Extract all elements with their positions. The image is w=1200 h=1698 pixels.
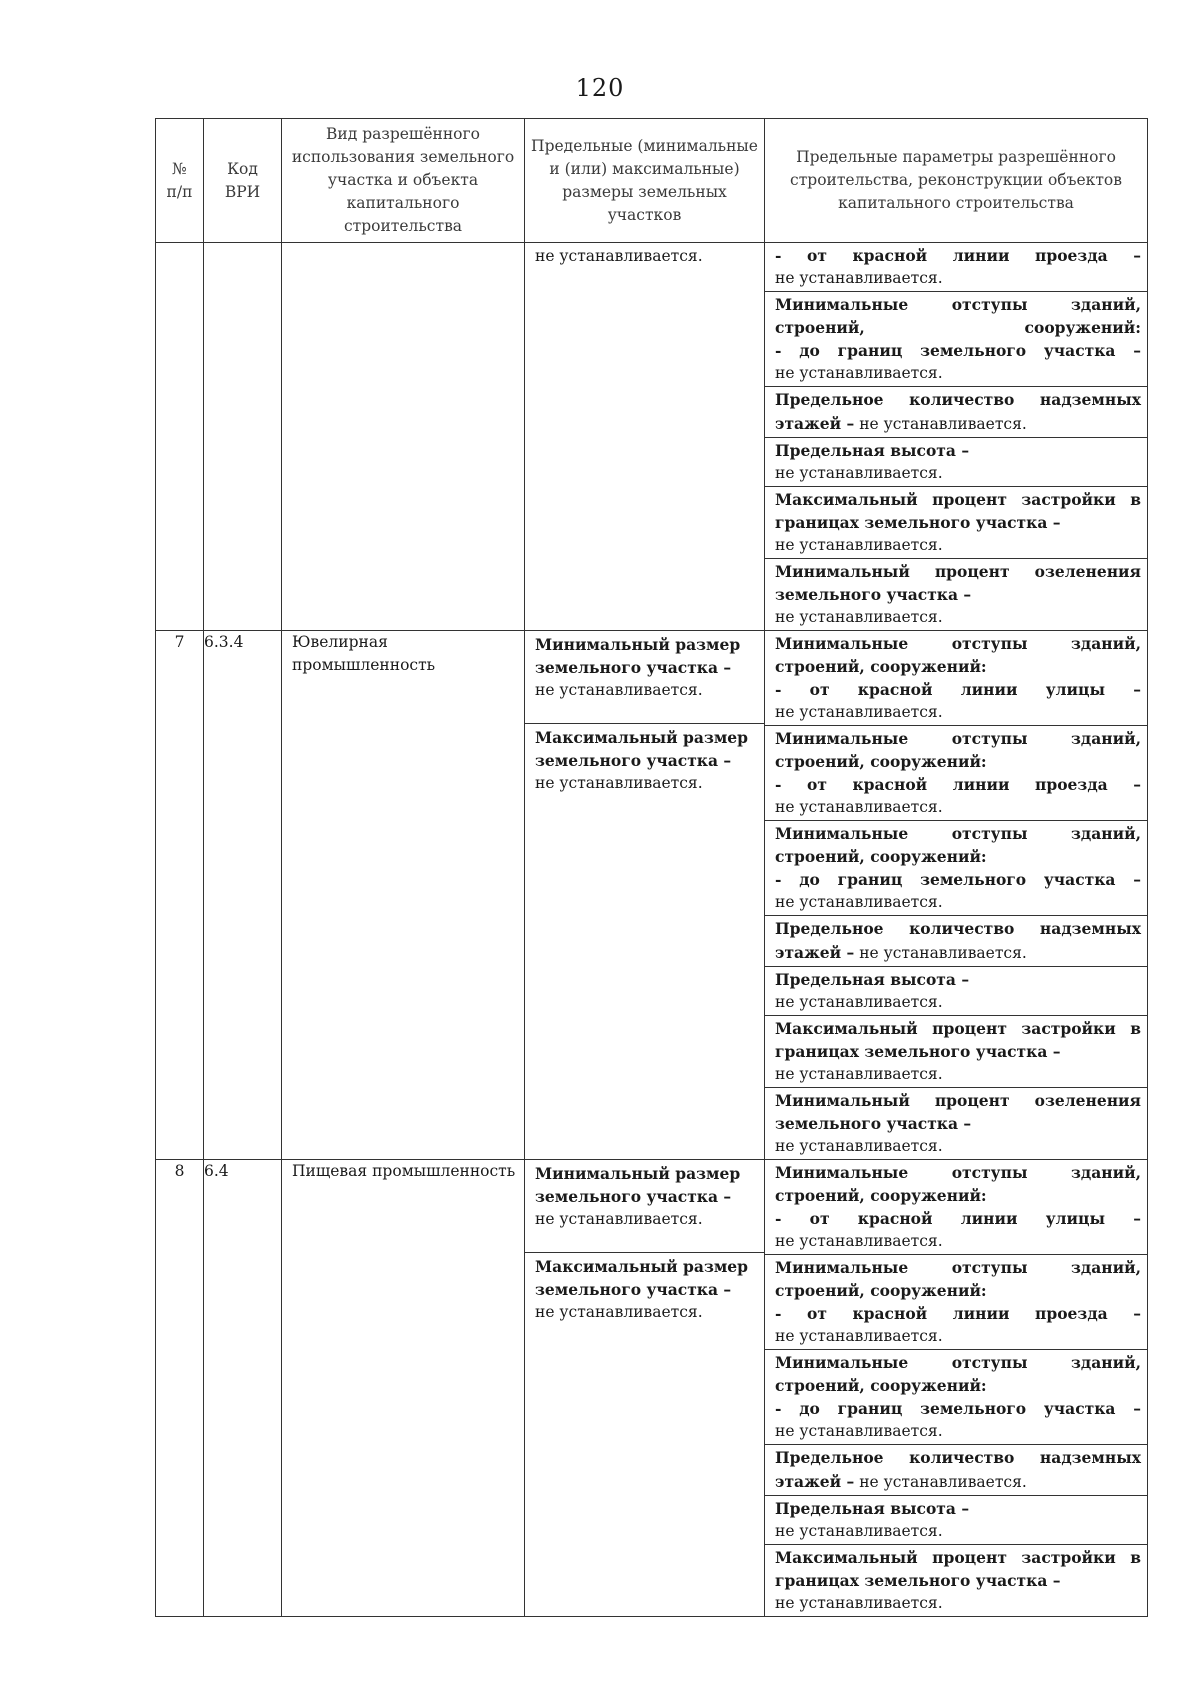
header-kind: Вид разрешённого использования земельного участка и объекта капитального строительства: [282, 119, 525, 243]
table-row: [156, 1160, 1148, 1617]
size-item: Максимальный размер земельного участка – не устанавливается.: [525, 723, 764, 797]
cell-code: 6.3.4: [204, 631, 282, 1160]
cell-sizes: [525, 1160, 765, 1617]
size-item: Минимальный размер земельного участка – не устанавливается.: [535, 1164, 741, 1228]
param-item: Максимальный процент застройки в границах земельного участка – не устанавливается.: [775, 1548, 1141, 1612]
header-params: Предельные параметры разрешённого строительства, реконструкции объектов капитального строительства: [765, 119, 1148, 243]
cell-params: [765, 631, 1148, 1160]
cell-sizes: [525, 243, 765, 631]
cell-kind: [282, 243, 525, 631]
param-item: Минимальные отступы зданий, строений, сооружений: - от красной линии улицы – не устанавливается.: [765, 631, 1147, 726]
param-item: Предельное количество надземных этажей – не устанавливается.: [765, 387, 1147, 438]
table-row: [156, 631, 1148, 1160]
table-header-row: [156, 119, 1148, 243]
param-item: Минимальные отступы зданий, строений, сооружений: - от красной линии проезда – не устанавливается.: [765, 726, 1147, 821]
zoning-table: [155, 118, 1148, 1617]
param-item: - от красной линии проезда – не устанавливается.: [765, 243, 1147, 292]
cell-params: [765, 243, 1148, 631]
header-code: Код ВРИ: [204, 119, 282, 243]
table-row-continuation: [156, 243, 1148, 631]
param-item: Минимальный процент озеленения земельного участка – не устанавливается.: [775, 1091, 1141, 1155]
cell-kind: Пищевая промышленность: [282, 1160, 525, 1617]
cell-params: [765, 1160, 1148, 1617]
param-item: Предельное количество надземных этажей – не устанавливается.: [765, 1445, 1147, 1496]
param-item: Минимальные отступы зданий, строений, сооружений: - до границ земельного участка – не устанавливается.: [765, 292, 1147, 387]
size-item: Минимальный размер земельного участка – не устанавливается.: [535, 635, 741, 699]
param-item: Максимальный процент застройки в границах земельного участка – не устанавливается.: [765, 487, 1147, 559]
param-item: Минимальные отступы зданий, строений, сооружений: - от красной линии проезда – не устанавливается.: [765, 1255, 1147, 1350]
param-item: Минимальные отступы зданий, строений, сооружений: - до границ земельного участка – не устанавливается.: [765, 821, 1147, 916]
cell-num: 8: [156, 1160, 204, 1617]
param-item: Предельная высота – не устанавливается.: [765, 1496, 1147, 1545]
cell-code: [204, 243, 282, 631]
cell-num: [156, 243, 204, 631]
param-item: Минимальный процент озеленения земельного участка – не устанавливается.: [775, 562, 1141, 626]
cell-kind: Ювелирная промышленность: [282, 631, 525, 1160]
header-num: № п/п: [156, 119, 204, 243]
param-item: Максимальный процент застройки в границах земельного участка – не устанавливается.: [765, 1016, 1147, 1088]
param-item: Минимальные отступы зданий, строений, сооружений: - до границ земельного участка – не устанавливается.: [765, 1350, 1147, 1445]
param-item: Предельная высота – не устанавливается.: [765, 967, 1147, 1016]
param-item: Предельная высота – не устанавливается.: [765, 438, 1147, 487]
size-text: не устанавливается.: [535, 247, 703, 265]
size-item: Максимальный размер земельного участка – не устанавливается.: [525, 1252, 764, 1326]
cell-num: 7: [156, 631, 204, 1160]
param-item: Предельное количество надземных этажей – не устанавливается.: [765, 916, 1147, 967]
header-sizes: Предельные (минимальные и (или) максимальные) размеры земельных участков: [525, 119, 765, 243]
cell-code: 6.4: [204, 1160, 282, 1617]
cell-sizes: [525, 631, 765, 1160]
page-number: 120: [575, 74, 625, 102]
param-item: Минимальные отступы зданий, строений, сооружений: - от красной линии улицы – не устанавливается.: [765, 1160, 1147, 1255]
